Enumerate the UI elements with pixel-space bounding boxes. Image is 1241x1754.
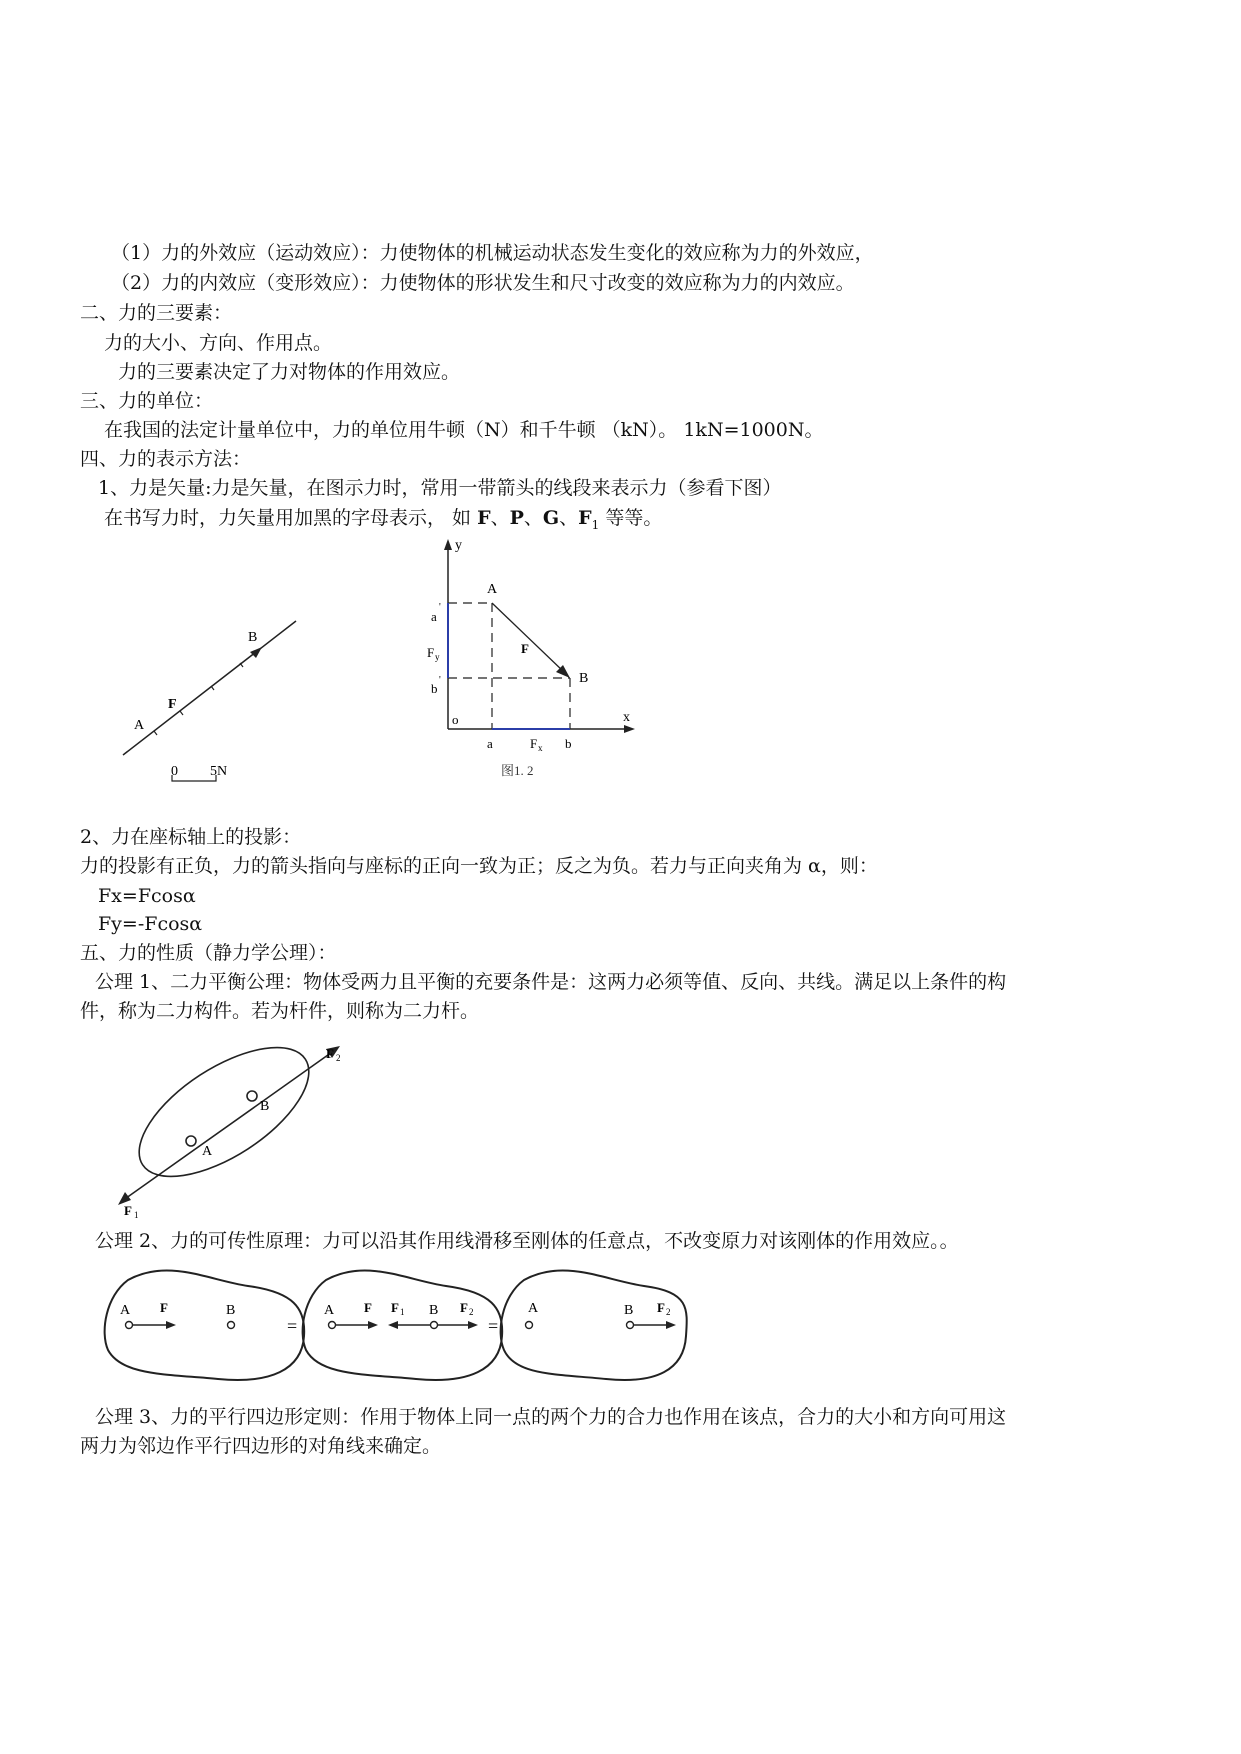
label-F1-subscript: 1 xyxy=(134,1210,139,1218)
figure-force-projection xyxy=(415,535,655,785)
label-x: x xyxy=(623,710,630,725)
label-F: F xyxy=(160,1300,168,1315)
heading-force-unit: 三、力的单位： xyxy=(80,390,214,412)
label-B: B xyxy=(579,671,589,686)
label-b-prime: b xyxy=(431,681,438,696)
label-Fx: F xyxy=(530,736,538,751)
label-a-prime: a xyxy=(431,609,437,624)
label-F2-subscript: 2 xyxy=(666,1307,671,1317)
label-A: A xyxy=(202,1144,213,1159)
label-B: B xyxy=(248,630,258,645)
figure-caption: 图1. 2 xyxy=(501,763,534,778)
equals-sign: = xyxy=(287,1316,298,1336)
label-Fx-subscript: x xyxy=(538,743,543,753)
label-b: b xyxy=(565,736,572,751)
label-y: y xyxy=(455,538,462,553)
label-F2: F xyxy=(657,1300,665,1315)
x-axis-arrow xyxy=(624,725,635,733)
force-F2-arrowhead xyxy=(666,1321,676,1329)
point-B xyxy=(627,1322,634,1329)
y-axis-arrow xyxy=(444,539,452,550)
text-line-axiom3-cont: 两力为邻边作平行四边形的对角线来确定。 xyxy=(80,1435,442,1457)
label-A: A xyxy=(324,1303,335,1318)
label-F: F xyxy=(168,697,177,712)
text-line-axiom1-cont: 件，称为二力构件。若为杆件，则称为二力杆。 xyxy=(80,1000,480,1022)
tick-mark xyxy=(180,711,183,715)
text-line-projection-sign: 力的投影有正负，力的箭头指向与座标的正向一致为正；反之为负。若力与正向夹角为 α，则： xyxy=(80,855,878,877)
label-A: A xyxy=(528,1301,539,1316)
text-line-external-effect: （1）力的外效应（运动效应）：力使物体的机械运动状态发生变化的效应称为力的外效应， xyxy=(111,242,874,264)
point-A xyxy=(329,1322,336,1329)
label-B: B xyxy=(429,1303,439,1318)
text-line-axiom2: 公理 2、力的可传性原理：力可以沿其作用线滑移至刚体的任意点，不改变原力对该刚体的作用效应。。 xyxy=(95,1230,959,1252)
force-F2-arrowhead xyxy=(468,1321,478,1329)
bold-letter-P: P xyxy=(509,507,524,529)
label-A: A xyxy=(120,1303,131,1318)
label-F: F xyxy=(521,641,529,656)
force-F-arrowhead xyxy=(368,1321,378,1329)
label-o: o xyxy=(452,712,459,727)
heading-three-elements: 二、力的三要素： xyxy=(80,302,233,324)
figure-transmissibility xyxy=(98,1262,698,1387)
label-B: B xyxy=(624,1303,634,1318)
separator: 、 xyxy=(559,507,579,529)
label-A: A xyxy=(487,582,498,597)
force-line xyxy=(123,621,296,755)
label-B: B xyxy=(260,1099,270,1114)
rigid-body-outline xyxy=(119,1038,330,1202)
text-line-bold-letters xyxy=(104,505,662,538)
label-A: A xyxy=(134,718,145,733)
point-A xyxy=(126,1322,133,1329)
scale-zero: 0 xyxy=(171,764,178,779)
bold-letters-outro: 等等。 xyxy=(599,507,663,529)
heading-force-representation: 四、力的表示方法： xyxy=(80,448,252,470)
bold-letter-F1-subscript: 1 xyxy=(591,517,600,532)
formula-Fx: Fx=Fcosα xyxy=(98,885,196,907)
text-line-vector: 1、力是矢量:力是矢量，在图示力时，常用一带箭头的线段来表示力（参看下图） xyxy=(98,477,782,499)
scale-5N: 5N xyxy=(210,764,228,779)
figure-force-vector xyxy=(110,605,310,785)
bold-letter-F: F xyxy=(477,507,491,529)
text-line-internal-effect: （2）力的内效应（变形效应）：力使物体的形状发生和尺寸改变的效应称为力的内效应。 xyxy=(111,272,855,294)
force-F1-arrowhead xyxy=(388,1321,398,1329)
heading-projection: 2、力在座标轴上的投影： xyxy=(80,826,302,848)
tick-mark xyxy=(154,731,157,735)
equals-sign: = xyxy=(488,1316,499,1336)
label-Fy: F xyxy=(427,645,435,660)
point-B xyxy=(431,1322,438,1329)
separator: 、 xyxy=(523,507,543,529)
text-line-axiom1: 公理 1、二力平衡公理：物体受两力且平衡的充要条件是：这两力必须等值、反向、共线。满足以上条件的构 xyxy=(95,971,1007,993)
separator: 、 xyxy=(490,507,510,529)
text-line-axiom3: 公理 3、力的平行四边形定则：作用于物体上同一点的两个力的合力也作用在该点，合力的大小和方向可用这 xyxy=(95,1406,1007,1428)
label-F2-subscript: 2 xyxy=(336,1053,341,1063)
label-F2: F xyxy=(326,1046,334,1061)
line-of-action xyxy=(122,1050,335,1201)
force-F-line xyxy=(492,603,564,672)
heading-axioms: 五、力的性质（静力学公理）： xyxy=(80,942,337,964)
label-F1-subscript: 1 xyxy=(400,1307,405,1317)
label-Fy-subscript: y xyxy=(435,652,440,662)
bold-letter-G: G xyxy=(542,507,560,529)
text-line-three-elements: 力的大小、方向、作用点。 xyxy=(104,332,333,354)
label-F1: F xyxy=(124,1203,132,1218)
prime-mark: ' xyxy=(439,602,441,613)
label-a: a xyxy=(487,736,493,751)
prime-mark: ' xyxy=(439,675,441,686)
label-F1: F xyxy=(391,1300,399,1315)
label-B: B xyxy=(226,1303,236,1318)
force-F-arrowhead xyxy=(166,1321,176,1329)
label-F2: F xyxy=(460,1300,468,1315)
label-F: F xyxy=(364,1300,372,1315)
point-B xyxy=(247,1091,257,1101)
point-A xyxy=(526,1322,533,1329)
bold-letter-F1: F xyxy=(578,507,592,529)
formula-Fy: Fy=-Fcosα xyxy=(98,913,203,935)
text-line-force-unit: 在我国的法定计量单位中，力的单位用牛顿（N）和千牛顿 （kN）。 1kN=1000N。 xyxy=(104,419,824,441)
arrowhead-B xyxy=(250,647,262,658)
bold-letters-intro: 在书写力时，力矢量用加黑的字母表示， 如 xyxy=(104,507,478,529)
point-B xyxy=(228,1322,235,1329)
point-A xyxy=(186,1136,196,1146)
text-line-three-elements-effect: 力的三要素决定了力对物体的作用效应。 xyxy=(118,361,461,383)
label-F2-subscript: 2 xyxy=(469,1307,474,1317)
figure-two-force-member xyxy=(110,1038,360,1218)
